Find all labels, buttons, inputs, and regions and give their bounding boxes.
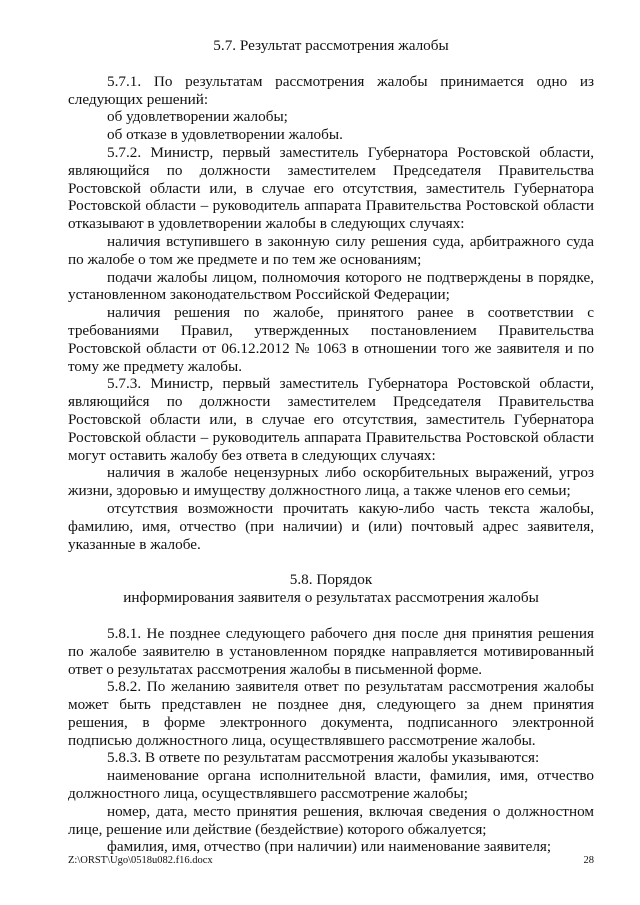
- paragraph-case-authority: подачи жалобы лицом, полномочия которого не подтверждены в порядке, установленном законодательством Российской Федерации;: [68, 268, 594, 304]
- section-5-8-heading: 5.8. Порядок: [289, 571, 373, 589]
- paragraph-item-authority-name: наименование органа исполнительной власти, фамилия, имя, отчество должностного лица, осуществлявшего рассмотрение жалобы;: [68, 767, 594, 803]
- paragraph-case-court: наличия вступившего в законную силу решения суда, арбитражного суда по жалобе о том же предмете и по тем же основаниям;: [68, 232, 594, 268]
- paragraph-5-8-3: 5.8.3. В ответе по результатам рассмотрения жалобы указываются:: [107, 749, 540, 767]
- paragraph-case-unreadable: отсутствия возможности прочитать какую-либо часть текста жалобы, фамилию, имя, отчество (при наличии) и (или) почтовый адрес заявителя, указанные в жалобе.: [68, 499, 594, 553]
- paragraph-case-prior-decision: наличия решения по жалобе, принятого ранее в соответствии с требованиями Правил, утвержденных постановлением Правительства Ростовской области от 06.12.2012 № 1063 в отношении того же заявителя и по тому же предмету жалобы.: [68, 304, 594, 375]
- spacer: [68, 553, 594, 571]
- paragraph-5-7-1: 5.7.1. По результатам рассмотрения жалобы принимается одно из следующих решений:: [68, 72, 594, 108]
- footer-file-path: Z:\ORST\Ugo\0518u082.f16.docx: [68, 855, 213, 866]
- paragraph-item-decision-details: номер, дата, место принятия решения, включая сведения о должностном лице, решение или действие (бездействие) которого обжалуется;: [68, 802, 594, 838]
- paragraph-option-deny: об отказе в удовлетворении жалобы.: [107, 126, 343, 144]
- paragraph-case-obscene: наличия в жалобе нецензурных либо оскорбительных выражений, угроз жизни, здоровью и имуществу должностного лица, а также членов его семьи;: [68, 464, 594, 500]
- paragraph-item-applicant-name: фамилия, имя, отчество (при наличии) или наименование заявителя;: [107, 838, 552, 856]
- section-5-8-subheading: информирования заявителя о результатах рассмотрения жалобы: [123, 589, 539, 607]
- paragraph-option-approve: об удовлетворении жалобы;: [107, 108, 288, 126]
- footer-page-number: 28: [583, 855, 594, 866]
- paragraph-5-8-1: 5.8.1. Не позднее следующего рабочего дня после дня принятия решения по жалобе заявителю в установленном порядке направляется мотивированный ответ о результатах рассмотрения жалобы в письменной форме.: [68, 624, 594, 678]
- paragraph-5-7-2: 5.7.2. Министр, первый заместитель Губернатора Ростовской области, являющийся по должности заместителем Председателя Правительства Ростовской области или, в случае его отсутствия, заместитель Губернатора Ростовской области – руководитель аппарата Правительства Ростовской области отказывают в удовлетворении жалобы в следующих случаях:: [68, 143, 594, 233]
- paragraph-5-7-3: 5.7.3. Министр, первый заместитель Губернатора Ростовской области, являющийся по должности заместителем Председателя Правительства Ростовской области или, в случае его отсутствия, заместитель Губернатора Ростовской области – руководитель аппарата Правительства Ростовской области могут оставить жалобу без ответа в следующих случаях:: [68, 375, 594, 464]
- document-body: [68, 37, 594, 856]
- spacer: [68, 607, 594, 625]
- spacer: [68, 55, 594, 73]
- section-5-7-heading: 5.7. Результат рассмотрения жалобы: [213, 37, 449, 54]
- paragraph-5-8-2: 5.8.2. По желанию заявителя ответ по результатам рассмотрения жалобы может быть представлен не позднее дня, следующего за днем принятия решения, в форме электронного документа, подписанного электронной подписью должностного лица, осуществлявшего рассмотрение жалобы.: [68, 678, 594, 749]
